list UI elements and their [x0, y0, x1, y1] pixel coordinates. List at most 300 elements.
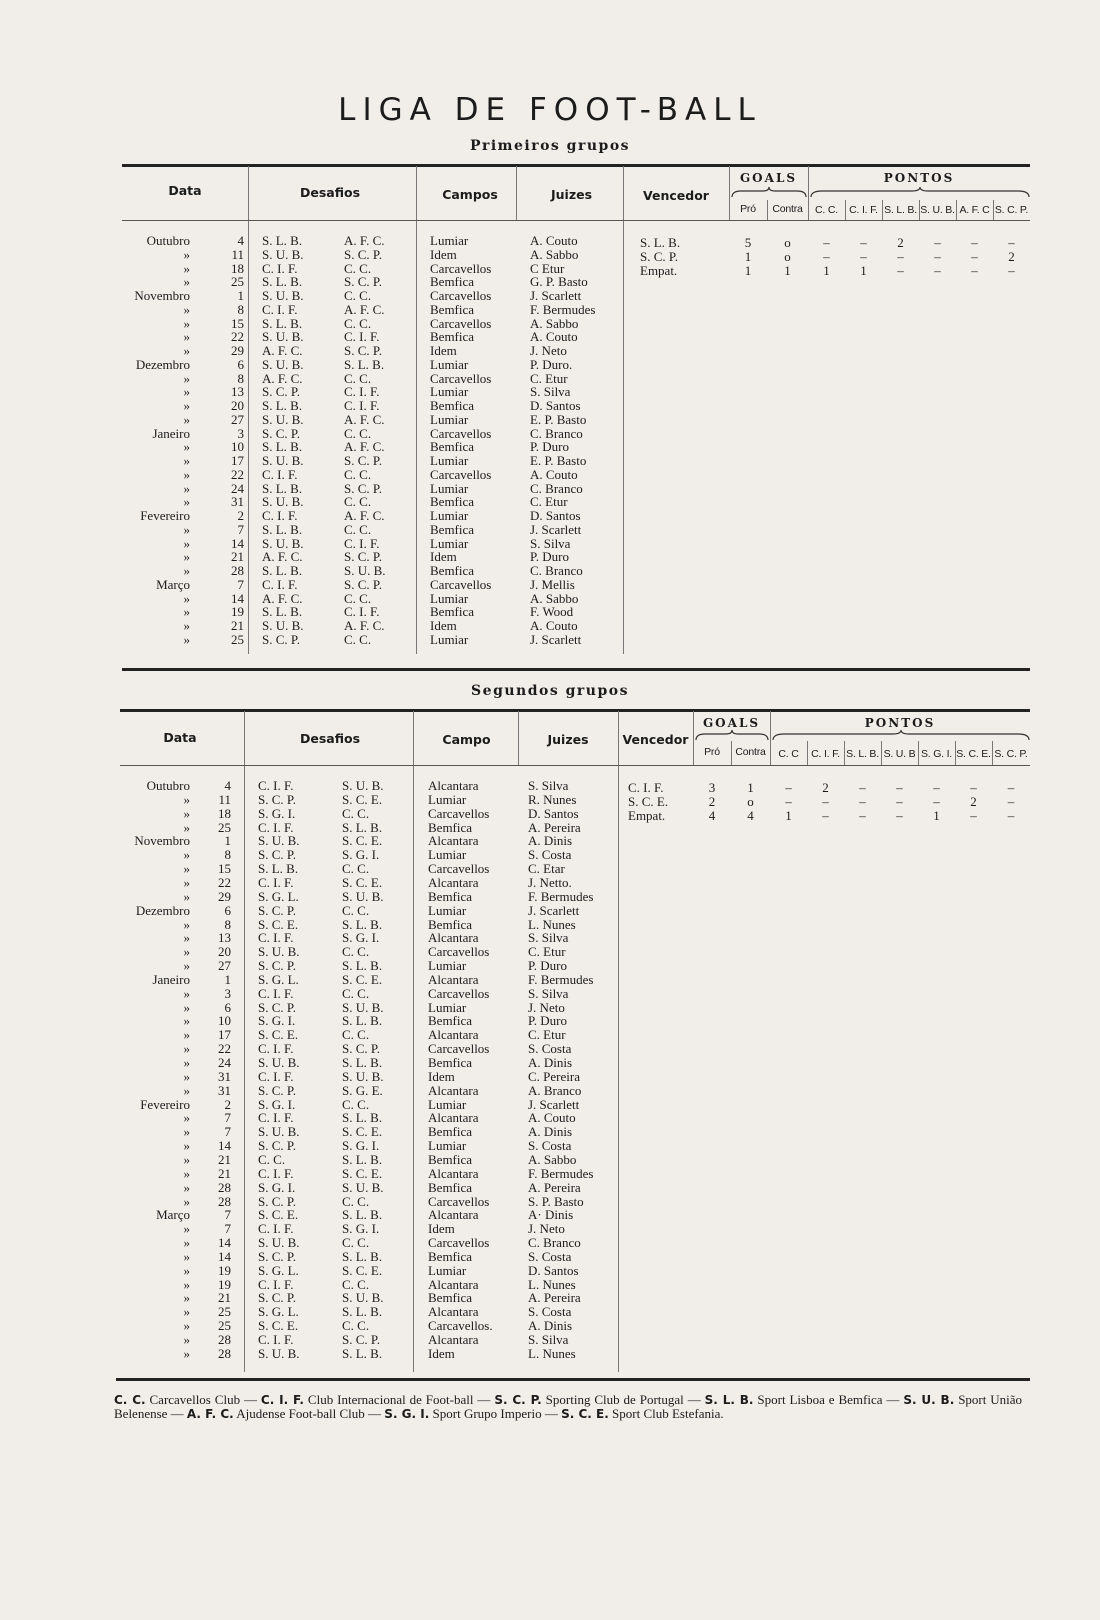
home-team: S. L. B.	[258, 861, 299, 877]
judge-name: A. Couto	[528, 1110, 576, 1126]
field-name: Bemfica	[430, 604, 475, 620]
away-team: S. L. B.	[344, 356, 385, 372]
away-team: S. U. B.	[342, 888, 384, 904]
date-day: 31	[218, 1068, 231, 1084]
field-name: Bemfica	[430, 439, 475, 455]
field-name: Carcavellos	[428, 1041, 490, 1057]
points-value: –	[896, 780, 903, 795]
judge-name: P. Duro	[530, 439, 570, 455]
field-name: Carcavellos	[430, 466, 492, 482]
table-row	[0, 1291, 1100, 1305]
judge-name: J. Scarlett	[530, 288, 582, 303]
away-team: C. C.	[342, 985, 370, 1001]
judge-name: A. Sabbo	[530, 246, 579, 262]
field-name: Alcantara	[428, 971, 479, 987]
judge-name: E. P. Basto	[530, 453, 587, 468]
away-team: C. C.	[344, 631, 372, 647]
home-team: C. I. F.	[258, 778, 294, 793]
field-name: Bemfica	[428, 1248, 473, 1264]
date-month: »	[183, 1193, 190, 1209]
legend-abbr: S. U. B.	[903, 1393, 955, 1407]
date-day: 22	[218, 1041, 231, 1057]
field-name: Bemfica	[428, 819, 473, 835]
date-month: Fevereiro	[140, 1096, 190, 1112]
legend-entry	[114, 1392, 240, 1407]
date-day: 29	[218, 888, 231, 904]
date-month: Fevereiro	[140, 508, 190, 523]
judge-name: A. Pereira	[528, 1290, 581, 1306]
judge-name: J. Mellis	[530, 576, 575, 592]
table-row	[0, 509, 1100, 523]
home-team: S. U. B.	[258, 833, 300, 849]
field-name: Bemfica	[430, 494, 475, 510]
points-col-header: C. I. F.	[811, 748, 840, 760]
field-name: Lumiar	[430, 631, 469, 647]
date-month: Janeiro	[152, 971, 190, 987]
home-team: S. L. B.	[262, 398, 303, 413]
date-day: 7	[224, 1110, 231, 1126]
group1-top-rule	[122, 164, 1030, 167]
judge-name: S. Silva	[530, 535, 571, 551]
date-month: Novembro	[134, 288, 190, 303]
away-team: S. L. B.	[342, 1110, 383, 1126]
home-team: S. G. I.	[258, 1013, 296, 1029]
away-team: S. G. I.	[342, 930, 380, 946]
date-month: »	[183, 861, 190, 877]
date-day: 13	[218, 930, 231, 946]
date-month: »	[183, 370, 190, 386]
field-name: Lumiar	[428, 791, 467, 807]
date-day: 31	[231, 494, 244, 510]
home-team: S. U. B.	[262, 494, 304, 510]
judge-name: C. Etur	[530, 370, 568, 386]
home-team: S. C. P.	[258, 1138, 296, 1154]
col-header-matches: Desafios	[299, 731, 361, 746]
judge-name: A. Dinis	[528, 1055, 573, 1070]
date-month: »	[183, 1124, 190, 1140]
date-month: »	[183, 480, 190, 496]
date-day: 6	[224, 999, 231, 1015]
away-team: A. F. C.	[344, 508, 385, 523]
judge-name: F. Wood	[530, 604, 574, 620]
date-day: 28	[218, 1179, 231, 1195]
away-team: A. F. C.	[344, 233, 385, 248]
winner-name: S. C. E.	[628, 793, 669, 809]
away-team: S. G. I.	[342, 1221, 380, 1237]
away-team: S. C. P.	[342, 1041, 380, 1057]
away-team: C. C.	[342, 902, 370, 918]
goals-value: 3	[708, 780, 716, 795]
points-value: –	[1007, 793, 1015, 809]
group1-subtitle: Primeiros grupos	[469, 138, 631, 154]
field-name: Bemfica	[430, 301, 475, 317]
date-day: 19	[231, 604, 244, 620]
date-day: 8	[224, 916, 231, 932]
home-team: S. L. B.	[262, 439, 303, 455]
date-day: 10	[231, 439, 244, 455]
points-value: –	[970, 807, 977, 823]
away-team: S. C. E.	[342, 833, 383, 849]
away-team: S. C. E.	[342, 1165, 383, 1181]
date-day: 28	[218, 1193, 231, 1209]
home-team: A. F. C.	[262, 549, 303, 565]
field-name: Bemfica	[430, 274, 475, 290]
points-col-header: C. I. F.	[849, 204, 878, 216]
field-name: Lumiar	[430, 508, 469, 523]
col-header-judges: Juizes	[547, 732, 589, 747]
table-row	[0, 523, 1100, 537]
points-value: –	[897, 262, 904, 278]
field-name: Lumiar	[430, 453, 469, 468]
date-day: 3	[224, 985, 231, 1001]
judge-name: F. Bermudes	[528, 1165, 594, 1181]
date-month: »	[183, 1332, 190, 1347]
goals-value: 1	[744, 248, 752, 264]
home-team: S. U. B.	[262, 329, 304, 345]
date-month: »	[183, 985, 190, 1001]
home-team: S. C. P.	[258, 902, 296, 918]
home-team: C. I. F.	[258, 1110, 294, 1126]
date-month: »	[183, 315, 190, 331]
field-name: Alcantara	[428, 1304, 479, 1320]
judge-name: F. Bermudes	[528, 888, 594, 904]
date-day: 21	[218, 1165, 231, 1181]
date-day: 1	[237, 288, 244, 303]
away-team: S. L. B.	[342, 1248, 383, 1264]
judge-name: D. Santos	[530, 398, 581, 413]
table-row	[0, 303, 1100, 317]
goals-value: 1	[784, 262, 791, 278]
date-month: »	[183, 1248, 190, 1264]
date-month: »	[183, 1082, 190, 1098]
away-team: S. C. P.	[344, 246, 382, 262]
field-name: Bemfica	[428, 1055, 473, 1070]
home-team: S. U. B.	[262, 246, 304, 262]
legend-name: Sport Lisboa e Bemfica	[757, 1392, 883, 1407]
date-day: 4	[237, 233, 244, 248]
date-month: »	[183, 494, 190, 510]
legend-abbr: S. G. I.	[384, 1407, 430, 1421]
date-day: 19	[218, 1276, 231, 1292]
date-month: »	[183, 301, 190, 317]
table-row	[0, 987, 1100, 1001]
points-value: 1	[933, 807, 940, 823]
result-row	[0, 233, 1100, 250]
table-row	[0, 619, 1100, 633]
legend-name: Sporting Club de Portugal	[545, 1392, 684, 1407]
home-team: S. G. L.	[258, 1304, 299, 1320]
points-value: –	[933, 793, 940, 809]
points-value: –	[896, 807, 903, 823]
divider	[416, 166, 417, 221]
table-row	[0, 1250, 1100, 1264]
points-value: –	[822, 793, 829, 809]
date-day: 8	[224, 847, 231, 863]
table-row	[0, 1181, 1100, 1195]
goals-value: 5	[744, 235, 752, 250]
home-team: S. L. B.	[262, 233, 303, 248]
away-team: S. C. E.	[342, 791, 383, 807]
away-team: C. C.	[344, 315, 372, 331]
club-legend: C. C. Carcavellos Club — C. I. F. Club Internacional de Foot-ball — S. C. P. Sporting Club de Portugal — S. L. B. Sport Lisboa e Bemfica — S. U. B. Sport União Belenense — A. F. C. Ajudense Foot-ball Club — S. G. I. Sport Grupo Imperio — S. C. E. Sport Club Estefania.	[114, 1392, 1023, 1421]
date-day: 25	[231, 274, 244, 290]
date-day: 17	[218, 1027, 231, 1043]
home-team: S. C. E.	[258, 1207, 299, 1223]
judge-name: C. Branco	[530, 480, 583, 496]
group2-header-rule	[120, 765, 1030, 766]
home-team: S. G. L.	[258, 971, 299, 987]
field-name: Idem	[428, 1068, 455, 1084]
goals-value: o	[784, 248, 791, 264]
date-day: 22	[231, 329, 244, 345]
date-month: »	[183, 439, 190, 455]
winner-name: C. I. F.	[628, 780, 664, 795]
date-month: Novembro	[134, 833, 190, 849]
home-team: C. I. F.	[262, 576, 298, 592]
legend-abbr: C. C.	[114, 1393, 146, 1407]
date-month: Outubro	[146, 233, 190, 248]
group2-top-rule	[120, 709, 1030, 712]
points-value: –	[971, 262, 978, 278]
home-team: S. C. P.	[258, 1082, 296, 1098]
date-month: Outubro	[146, 778, 190, 793]
away-team: C. C.	[344, 425, 372, 441]
legend-abbr: S. L. B.	[704, 1393, 754, 1407]
away-team: S. G. I.	[342, 1138, 380, 1154]
field-name: Alcantara	[428, 1082, 479, 1098]
date-month: »	[183, 1221, 190, 1237]
table-row	[0, 1056, 1100, 1070]
home-team: A. F. C.	[262, 343, 303, 358]
date-day: 25	[218, 1318, 231, 1334]
home-team: S. C. P.	[258, 1290, 296, 1306]
date-month: »	[183, 411, 190, 427]
judge-name: J. Scarlett	[528, 1096, 580, 1112]
points-value: –	[971, 235, 978, 250]
judge-name: D. Santos	[528, 1262, 579, 1278]
result-row	[0, 260, 1100, 278]
points-value: –	[1007, 807, 1015, 823]
judge-name: J. Neto	[530, 343, 567, 358]
points-value: –	[1008, 235, 1015, 250]
date-month: »	[183, 1138, 190, 1154]
home-team: S. C. P.	[258, 1248, 296, 1264]
judge-name: S. Costa	[528, 1304, 572, 1320]
away-team: A. F. C.	[344, 439, 385, 455]
away-team: S. U. B.	[342, 1179, 384, 1195]
date-month: »	[183, 1318, 190, 1334]
table-row	[0, 834, 1100, 848]
date-month: Dezembro	[135, 356, 190, 372]
field-name: Carcavellos.	[428, 1318, 493, 1334]
home-team: S. L. B.	[262, 604, 303, 620]
points-header: PONTOS	[864, 716, 936, 730]
judge-name: A. Sabbo	[530, 315, 579, 331]
points-value: –	[860, 248, 867, 264]
date-day: 17	[231, 453, 244, 468]
legend-entry	[705, 1392, 883, 1407]
date-day: 14	[218, 1248, 231, 1264]
date-day: 28	[218, 1332, 231, 1347]
date-month: »	[183, 888, 190, 904]
judge-name: A. Pereira	[528, 819, 581, 835]
goals-value: o	[784, 235, 791, 250]
away-team: C. C.	[342, 1235, 370, 1251]
home-team: C. I. F.	[262, 301, 298, 317]
home-team: S. U. B.	[262, 535, 304, 551]
field-name: Idem	[428, 1345, 455, 1361]
home-team: S. C. P.	[258, 791, 296, 807]
table-row	[0, 1347, 1100, 1361]
judge-name: J. Scarlett	[530, 631, 582, 647]
date-day: 1	[224, 971, 231, 987]
away-team: S. U. B.	[342, 1290, 384, 1306]
judge-name: A. Dinis	[528, 1124, 573, 1140]
field-name: Carcavellos	[430, 425, 492, 441]
date-month: »	[183, 847, 190, 863]
field-name: Bemfica	[428, 1151, 473, 1167]
home-team: C. I. F.	[258, 930, 294, 946]
home-team: S. U. B.	[258, 1345, 300, 1361]
away-team: C. C.	[342, 1096, 370, 1112]
judge-name: L. Nunes	[528, 1345, 576, 1361]
field-name: Bemfica	[428, 1179, 473, 1195]
legend-abbr: C. I. F.	[260, 1393, 304, 1407]
date-month: »	[183, 246, 190, 262]
judge-name: S. Silva	[530, 384, 571, 400]
points-value: –	[934, 235, 941, 250]
field-name: Bemfica	[430, 521, 475, 537]
judge-name: A. Couto	[530, 233, 578, 248]
points-value: –	[823, 248, 830, 264]
field-name: Bemfica	[428, 1124, 473, 1140]
date-day: 14	[231, 590, 244, 606]
date-day: 4	[224, 778, 231, 793]
points-value: –	[785, 793, 792, 809]
date-month: »	[183, 1151, 190, 1167]
home-team: C. I. F.	[262, 466, 298, 482]
away-team: S. C. E.	[342, 875, 383, 890]
field-name: Carcavellos	[428, 805, 490, 821]
judge-name: F. Bermudes	[528, 971, 594, 987]
judge-name: J. Neto	[528, 1221, 565, 1237]
field-name: Idem	[428, 1221, 455, 1237]
field-name: Idem	[430, 618, 457, 633]
date-day: 27	[231, 411, 244, 427]
judge-name: E. P. Basto	[530, 411, 587, 427]
field-name: Lumiar	[428, 999, 467, 1015]
date-day: 8	[237, 301, 244, 317]
goals-value: o	[747, 793, 754, 809]
date-day: 29	[231, 343, 244, 358]
home-team: S. C. P.	[258, 958, 296, 973]
field-name: Lumiar	[428, 1262, 467, 1278]
date-month: Março	[156, 1207, 190, 1223]
legend-abbr: S. C. P.	[494, 1393, 542, 1407]
judge-name: A. Couto	[530, 466, 578, 482]
away-team: C. C.	[344, 288, 372, 303]
date-month: »	[183, 343, 190, 358]
points-col-header: S. U. B.	[920, 204, 955, 216]
home-team: S. C. E.	[258, 1318, 299, 1334]
divider	[244, 711, 245, 766]
away-team: C. C.	[344, 260, 372, 276]
col-header-winner: Vencedor	[643, 188, 709, 203]
field-name: Alcantara	[428, 1027, 479, 1043]
away-team: C. C.	[342, 944, 370, 960]
points-col-header: S. G. I.	[920, 748, 953, 760]
home-team: S. G. L.	[258, 888, 299, 904]
judge-name: A. Couto	[530, 329, 578, 345]
judge-name: A. Dinis	[528, 1318, 573, 1334]
away-team: S. L. B.	[342, 819, 383, 835]
away-team: S. C. P.	[344, 480, 382, 496]
judge-name: J. Neto	[528, 999, 565, 1015]
away-team: S. C. E.	[342, 1124, 383, 1140]
points-col-header: S. C. P.	[994, 204, 1029, 216]
date-day: 22	[231, 466, 244, 482]
home-team: S. U. B.	[262, 288, 304, 303]
date-month: Janeiro	[152, 425, 190, 441]
away-team: C. I. F.	[344, 604, 380, 620]
date-day: 11	[231, 246, 244, 262]
field-name: Alcantara	[428, 1332, 479, 1347]
winner-name: Empat.	[640, 262, 678, 278]
away-team: C. C.	[344, 466, 372, 482]
date-month: »	[183, 944, 190, 960]
judge-name: P. Duro	[528, 1013, 568, 1029]
judge-name: R. Nunes	[528, 791, 577, 807]
judge-name: C. Etur	[528, 1027, 566, 1043]
judge-name: A. Couto	[530, 618, 578, 633]
points-value: –	[934, 248, 941, 264]
date-month: »	[183, 535, 190, 551]
points-col-header: S. L. B.	[846, 748, 879, 760]
field-name: Carcavellos	[428, 861, 490, 877]
judge-name: A. Branco	[528, 1082, 582, 1098]
date-month: »	[183, 1027, 190, 1043]
table-row	[0, 399, 1100, 413]
points-col-header: S. L. B.	[884, 204, 917, 216]
date-month: »	[183, 791, 190, 807]
date-day: 7	[237, 576, 244, 592]
table-row	[0, 413, 1100, 427]
judge-name: A. Sabbo	[528, 1151, 577, 1167]
winner-name: Empat.	[628, 807, 666, 823]
table-row	[0, 468, 1100, 482]
home-team: S. C. P.	[258, 847, 296, 863]
table-row	[0, 1153, 1100, 1167]
judge-name: J. Scarlett	[530, 521, 582, 537]
date-month: »	[183, 1055, 190, 1070]
points-value: –	[933, 780, 940, 795]
table-row	[0, 564, 1100, 578]
points-value: –	[896, 793, 903, 809]
points-brace	[772, 729, 1030, 741]
field-name: Alcantara	[428, 833, 479, 849]
field-name: Bemfica	[428, 1290, 473, 1306]
legend-name: Sport União Belenense	[114, 1392, 1023, 1421]
home-team: S. L. B.	[262, 480, 303, 496]
home-team: A. F. C.	[262, 370, 303, 386]
home-team: C. I. F.	[258, 985, 294, 1001]
date-day: 25	[218, 819, 231, 835]
away-team: C. C.	[342, 1318, 370, 1334]
date-month: »	[183, 1290, 190, 1306]
field-name: Lumiar	[430, 590, 469, 606]
col-header-fields: Campos	[442, 187, 498, 202]
goals-value: 1	[747, 780, 754, 795]
